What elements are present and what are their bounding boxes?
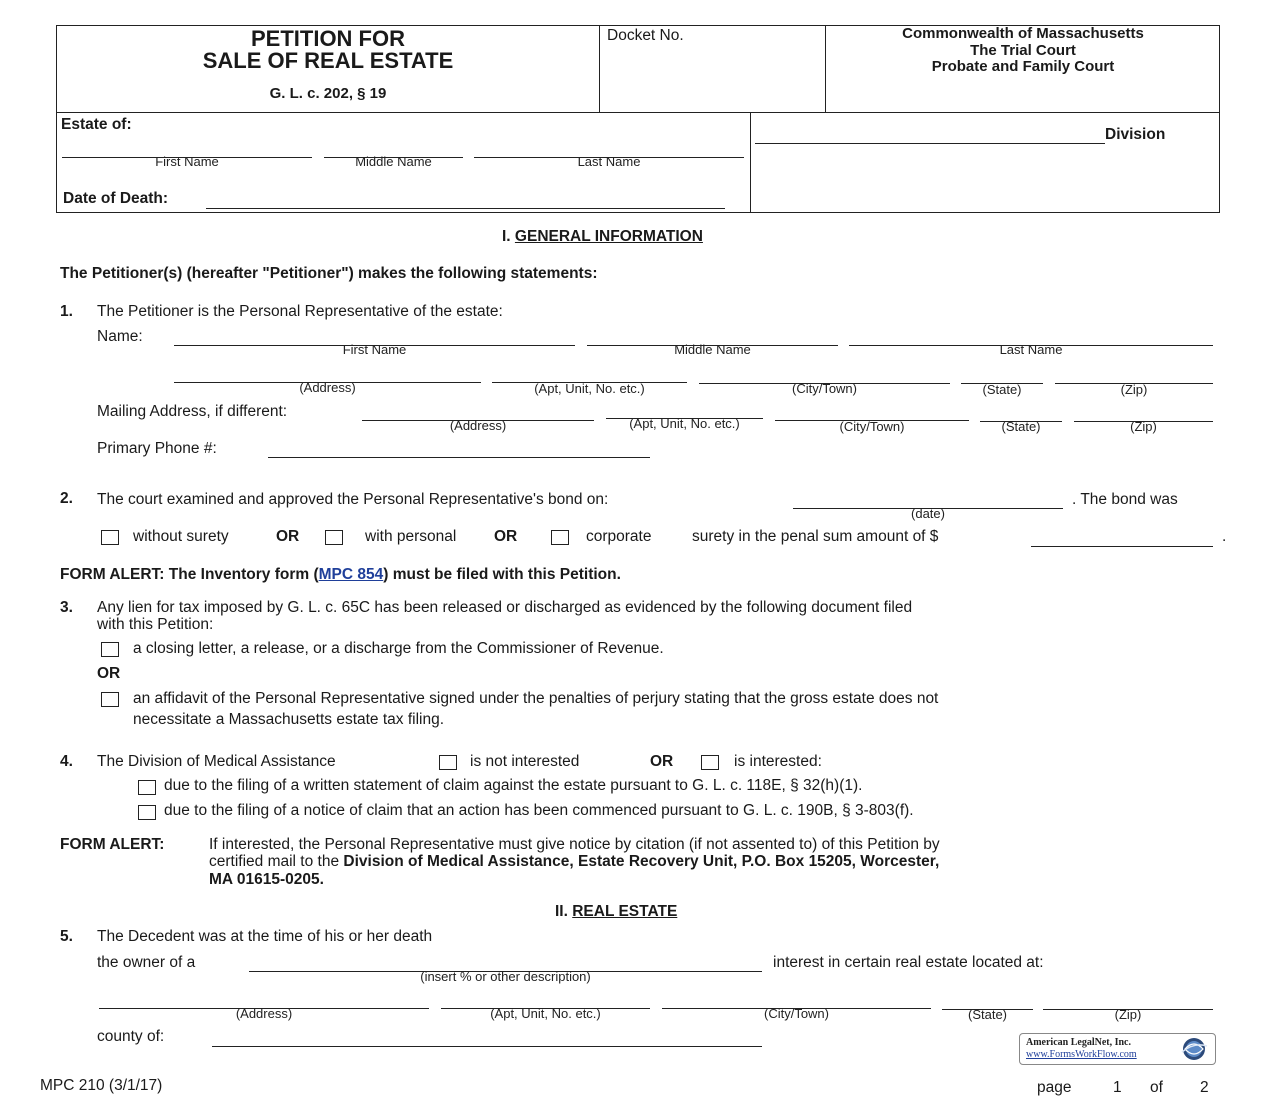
with-personal-checkbox[interactable] [325, 530, 343, 545]
section-2-heading [555, 903, 677, 921]
name-label: Name: [97, 328, 143, 345]
property-apt-caption: (Apt, Unit, No. etc.) [490, 1006, 601, 1021]
globe-icon [1178, 1036, 1210, 1062]
date-of-death-label: Date of Death: [63, 190, 169, 207]
penal-sum-field[interactable] [1031, 546, 1213, 547]
not-interested-label: is not interested [470, 753, 580, 770]
court-name-1: Commonwealth of Massachusetts [902, 25, 1144, 42]
mailing-address-label: Mailing Address, if different: [97, 403, 288, 420]
without-surety-label: without surety [133, 528, 229, 545]
property-zip-caption: (Zip) [1114, 1007, 1142, 1022]
logo-url: www.FormsWorkFlow.com [1026, 1049, 1137, 1060]
docket-input[interactable] [607, 48, 817, 106]
item-3-number: 3. [60, 599, 73, 616]
item-1-number: 1. [60, 303, 73, 320]
penal-sum-label: surety in the penal sum amount of $ [692, 528, 939, 545]
property-state-caption: (State) [967, 1007, 1007, 1022]
division-field[interactable] [755, 143, 1105, 144]
pr-apt-caption: (Apt, Unit, No. etc.) [534, 381, 645, 396]
form-alert-medical-line2 [209, 853, 939, 871]
form-alert-inventory-pre: FORM ALERT: The Inventory form ( [60, 566, 319, 583]
primary-phone-label: Primary Phone #: [97, 440, 217, 457]
page-total: 2 [1200, 1079, 1209, 1096]
without-surety-checkbox[interactable] [101, 530, 119, 545]
item-2-text: The court examined and approved the Personal Representative's bond on: [97, 491, 609, 508]
middle-name-caption: Middle Name [355, 154, 432, 169]
not-interested-checkbox[interactable] [439, 755, 457, 770]
last-name-caption: Last Name [577, 154, 641, 169]
form-id: MPC 210 (3/1/17) [40, 1077, 163, 1094]
item-4-or-label: OR [650, 753, 674, 770]
page-label: page [1037, 1079, 1072, 1096]
section-1-number: I. [502, 228, 515, 245]
form-alert-medical-label: FORM ALERT: [60, 836, 165, 853]
dma-address: Division of Medical Assistance, Estate Recovery Unit, P.O. Box 15205, Worcester, [343, 853, 940, 870]
statute-reference: G. L. c. 202, § 19 [269, 85, 387, 102]
item-3-or-label: OR [97, 665, 121, 682]
court-name-2: The Trial Court [970, 42, 1076, 59]
owner-of-label: the owner of a [97, 954, 196, 971]
pr-middle-name-caption: Middle Name [674, 342, 751, 357]
first-name-caption: First Name [155, 154, 219, 169]
date-of-death-field[interactable] [206, 208, 725, 209]
or-label-2: OR [494, 528, 518, 545]
or-label-1: OR [276, 528, 300, 545]
division-label: Division [1105, 126, 1166, 143]
item-4-number: 4. [60, 753, 73, 770]
logo-company-name: American LegalNet, Inc. [1026, 1037, 1131, 1048]
affidavit-label-line2: necessitate a Massachusetts estate tax filing. [133, 711, 445, 728]
court-name-3: Probate and Family Court [931, 58, 1115, 75]
item-5-text: The Decedent was at the time of his or her death [97, 928, 433, 945]
pr-first-name-caption: First Name [342, 342, 407, 357]
interested-label: is interested: [734, 753, 822, 770]
written-statement-checkbox[interactable] [138, 780, 156, 795]
penal-sum-period: . [1222, 528, 1227, 545]
form-alert-medical-line3: MA 01615-0205. [209, 871, 324, 888]
county-field[interactable] [212, 1046, 762, 1047]
item-2-number: 2. [60, 490, 73, 507]
item-3-text-line1: Any lien for tax imposed by G. L. c. 65C has been released or discharged as evidenced by the following document filed [97, 599, 913, 616]
pr-state-caption: (State) [982, 382, 1022, 397]
corporate-label: corporate [586, 528, 652, 545]
header-divider [56, 112, 1220, 113]
notice-of-claim-checkbox[interactable] [138, 805, 156, 820]
petitioner-intro: The Petitioner(s) (hereafter "Petitioner") makes the following statements: [60, 265, 598, 282]
corporate-checkbox[interactable] [551, 530, 569, 545]
section-2-number: II. [555, 903, 573, 920]
notice-of-claim-label: due to the filing of a notice of claim that an action has been commenced pursuant to G. L. c. 190B, § 3-803(f). [164, 802, 914, 819]
form-alert-medical-line2-pre: certified mail to the [209, 853, 344, 870]
section-2-title: REAL ESTATE [572, 903, 678, 920]
section-1-title: GENERAL INFORMATION [514, 228, 703, 245]
mailing-zip-caption: (Zip) [1130, 419, 1157, 434]
mailing-apt-caption: (Apt, Unit, No. etc.) [629, 416, 740, 431]
pr-city-caption: (City/Town) [791, 381, 857, 396]
bond-was-text: . The bond was [1072, 491, 1178, 508]
with-personal-label: with personal [365, 528, 457, 545]
docket-label: Docket No. [607, 27, 684, 44]
interest-description-caption: (insert % or other description) [420, 969, 591, 984]
mailing-address-caption: (Address) [449, 418, 507, 433]
form-alert-inventory [60, 566, 621, 584]
estate-of-label: Estate of: [61, 116, 132, 133]
bond-date-caption: (date) [911, 506, 945, 521]
item-3-text-line2: with this Petition: [97, 616, 214, 633]
item-4-text: The Division of Medical Assistance [97, 753, 336, 770]
county-label: county of: [97, 1028, 165, 1045]
form-title-line1: PETITION FOR [251, 26, 405, 51]
pr-last-name-caption: Last Name [999, 342, 1063, 357]
item-5-number: 5. [60, 928, 73, 945]
mpc-854-link[interactable]: MPC 854 [318, 566, 384, 583]
primary-phone-field[interactable] [268, 457, 650, 458]
affidavit-label-line1: an affidavit of the Personal Representative signed under the penalties of perjury stating that the gross estate does not [133, 690, 939, 707]
property-address-caption: (Address) [235, 1006, 293, 1021]
header-vline-3 [750, 112, 751, 213]
closing-letter-checkbox[interactable] [101, 642, 119, 657]
form-title-line2: SALE OF REAL ESTATE [202, 48, 454, 73]
page-of-label: of [1150, 1079, 1163, 1096]
pr-address-caption: (Address) [299, 380, 356, 395]
written-statement-label: due to the filing of a written statement of claim against the estate pursuant to G. L. c. 118E, § 32(h)(1). [164, 777, 863, 794]
pr-zip-caption: (Zip) [1120, 382, 1148, 397]
closing-letter-label: a closing letter, a release, or a discharge from the Commissioner of Revenue. [133, 640, 664, 657]
page-number: 1 [1113, 1079, 1122, 1096]
property-city-caption: (City/Town) [763, 1006, 829, 1021]
affidavit-checkbox[interactable] [101, 692, 119, 707]
form-alert-inventory-post: ) must be filed with this Petition. [383, 566, 621, 583]
mailing-city-caption: (City/Town) [839, 419, 905, 434]
form-alert-medical-line1: If interested, the Personal Representative must give notice by citation (if not assented to) of this Petition by [209, 836, 940, 853]
interest-located-text: interest in certain real estate located at: [773, 954, 1044, 971]
mailing-state-caption: (State) [1001, 419, 1041, 434]
interested-checkbox[interactable] [701, 755, 719, 770]
american-legalnet-logo[interactable] [1019, 1033, 1216, 1065]
item-1-text: The Petitioner is the Personal Representative of the estate: [97, 303, 503, 320]
section-1-heading [502, 228, 703, 246]
